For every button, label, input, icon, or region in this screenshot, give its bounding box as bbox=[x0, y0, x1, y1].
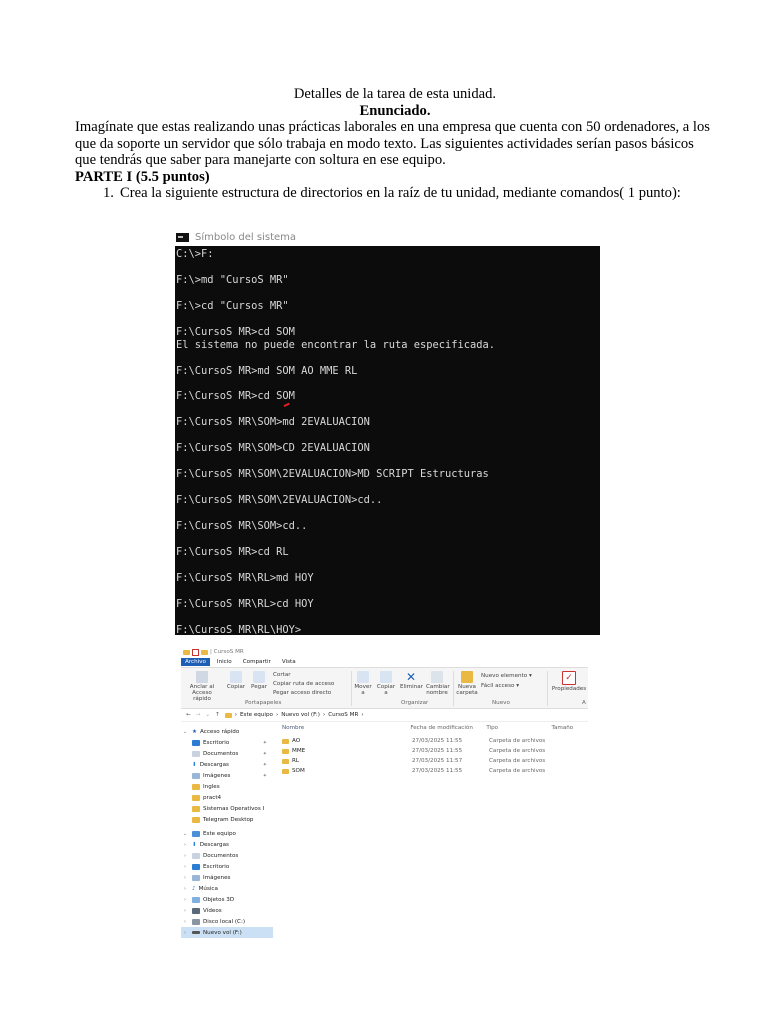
column-name[interactable]: Nombre bbox=[282, 725, 305, 731]
clipboard-small-actions bbox=[273, 671, 334, 698]
drive-icon bbox=[192, 919, 200, 925]
move-to-button[interactable] bbox=[353, 671, 373, 696]
explorer-body bbox=[181, 722, 588, 951]
table-row[interactable] bbox=[278, 766, 588, 776]
list-item-number: 1. bbox=[103, 185, 114, 201]
folder-icon bbox=[225, 713, 232, 718]
cut-button[interactable]: Cortar bbox=[273, 672, 291, 678]
desktop-icon bbox=[192, 864, 200, 870]
chevron-right-icon: › bbox=[184, 907, 186, 914]
copy-label: Copiar bbox=[226, 684, 246, 690]
column-type[interactable]: Tipo bbox=[486, 725, 499, 731]
easy-access-button[interactable]: Fácil acceso ▾ bbox=[481, 683, 520, 689]
computer-icon bbox=[192, 831, 200, 837]
doc-part-title: PARTE I (5.5 puntos) bbox=[75, 168, 210, 185]
file-list bbox=[278, 736, 588, 776]
folder-icon bbox=[192, 817, 200, 823]
chevron-down-icon[interactable]: ⌄ bbox=[182, 728, 188, 735]
breadcrumb-item[interactable]: CursoS MR bbox=[328, 712, 359, 718]
table-row[interactable] bbox=[278, 746, 588, 756]
file-date: 27/03/2025 11:55 bbox=[412, 768, 463, 774]
star-icon: ★ bbox=[192, 728, 198, 735]
tab-compartir[interactable]: Compartir bbox=[242, 659, 271, 665]
copy-path-button[interactable]: Copiar ruta de acceso bbox=[273, 681, 335, 687]
desktop-icon bbox=[192, 740, 200, 746]
pin-icon: ✦ bbox=[262, 772, 267, 779]
table-row[interactable] bbox=[278, 736, 588, 746]
breadcrumb: › Este equipo › Nuevo vol (F:) › CursoS MR › bbox=[225, 712, 364, 718]
pin-icon: ✦ bbox=[262, 750, 267, 757]
document-body bbox=[75, 86, 715, 202]
nav-pc-documentos[interactable]: › Documentos bbox=[181, 850, 273, 861]
explorer-title: | CursoS MR bbox=[210, 649, 244, 655]
file-type: Carpeta de archivos bbox=[489, 758, 546, 764]
file-date: 27/03/2025 11:57 bbox=[412, 758, 463, 764]
doc-subtitle: Detalles de la tarea de esta unidad. bbox=[293, 86, 497, 102]
cube-icon bbox=[192, 897, 200, 903]
rename-label: Cambiar nombre bbox=[426, 684, 450, 696]
nav-pc-videos[interactable]: › Vídeos bbox=[181, 905, 273, 916]
tab-inicio[interactable]: Inicio bbox=[216, 659, 232, 665]
nav-item-descargas[interactable]: ⬇ Descargas ✦ bbox=[192, 761, 267, 768]
rename-icon bbox=[431, 671, 443, 683]
copy-icon bbox=[230, 671, 242, 683]
delete-label: Eliminar bbox=[400, 684, 423, 690]
paste-label: Pegar bbox=[251, 684, 267, 690]
file-explorer-screenshot bbox=[181, 647, 588, 951]
console-titlebar bbox=[175, 229, 600, 246]
nav-pc-objetos3d[interactable]: › Objetos 3D bbox=[181, 894, 273, 905]
nav-pc-escritorio[interactable]: › Escritorio bbox=[181, 861, 273, 872]
nav-pc-disco-c[interactable]: › Disco local (C:) bbox=[181, 916, 273, 927]
column-date[interactable]: Fecha de modificación bbox=[410, 725, 473, 731]
move-icon bbox=[357, 671, 369, 683]
folder-icon bbox=[201, 650, 208, 655]
folder-icon bbox=[282, 769, 289, 774]
checkmark-icon: ✓ bbox=[562, 671, 576, 685]
nav-item-ingles[interactable]: Ingles bbox=[181, 781, 273, 792]
file-name: AO bbox=[292, 738, 301, 744]
breadcrumb-item[interactable]: Nuevo vol (F:) bbox=[281, 712, 320, 718]
back-arrow-icon[interactable]: ← bbox=[186, 712, 191, 718]
console-screenshot bbox=[175, 229, 600, 635]
list-item-text: Crea la siguiente estructura de directorios en la raíz de tu unidad, mediante comandos( 1 punto): bbox=[120, 185, 681, 201]
group-a: A bbox=[582, 700, 586, 706]
music-icon: ♪ bbox=[192, 885, 196, 892]
pin-icon: ✦ bbox=[262, 739, 267, 746]
file-name: MME bbox=[292, 748, 306, 754]
chevron-right-icon: › bbox=[184, 885, 186, 892]
file-name: SOM bbox=[292, 768, 305, 774]
new-folder-label: Nueva carpeta bbox=[456, 684, 478, 696]
address-bar[interactable] bbox=[181, 709, 588, 722]
pin-icon: ✦ bbox=[262, 761, 267, 768]
folder-icon bbox=[192, 806, 200, 812]
explorer-titlebar bbox=[181, 647, 588, 657]
move-label: Mover a bbox=[354, 684, 372, 696]
ribbon-tabs bbox=[181, 657, 588, 667]
file-type: Carpeta de archivos bbox=[489, 768, 546, 774]
console-output: C:\>F: F:\>md "CursoS MR" F:\>cd "Cursos MR" F:\CursoS MR>cd SOM El sistema no puede encontrar la ruta especificada. F:\CursoS MR>md SOM AO MME RL F:\CursoS MR>cd SOM F:\CursoS MR\SOM>md 2EVALUACION F:\CursoS MR\SOM>CD 2EVALUACION F:\CursoS MR\SOM\2EVALUACION>MD SCRIPT Estructuras F:\CursoS MR\SOM\2EVALUACION>cd.. F:\CursoS MR\SOM>cd.. F:\CursoS MR>cd RL F:\CursoS MR\RL>md HOY F:\CursoS MR\RL>cd HOY F:\CursoS MR\RL\HOY> bbox=[176, 248, 496, 635]
column-size[interactable]: Tamaño bbox=[551, 725, 574, 731]
ribbon-divider bbox=[351, 671, 352, 706]
file-type: Carpeta de archivos bbox=[489, 738, 546, 744]
pictures-icon bbox=[192, 875, 200, 881]
chevron-right-icon: › bbox=[184, 918, 186, 925]
nav-item-escritorio[interactable]: Escritorio ✦ bbox=[181, 737, 273, 748]
tab-vista[interactable]: Vista bbox=[281, 659, 296, 665]
nav-pc-imagenes[interactable]: › Imágenes bbox=[181, 872, 273, 883]
delete-button[interactable] bbox=[400, 671, 422, 690]
nav-pc-nuevo-vol[interactable]: › Nuevo vol (F:) bbox=[181, 927, 273, 938]
document-icon bbox=[192, 751, 200, 757]
rename-button[interactable] bbox=[426, 671, 448, 696]
doc-intro: Imagínate que estas realizando unas prácticas laborales en una empresa que cuenta con 50 ordenadores, a los que da soporte un servidor que sólo trabaja en modo texto. Las siguientes actividades serían pasos básicos que tendrás que saber para manejarte con soltura en ese equipo. bbox=[75, 119, 710, 168]
chevron-right-icon: › bbox=[184, 841, 186, 848]
folder-icon bbox=[282, 749, 289, 754]
column-headers bbox=[278, 722, 588, 734]
group-organize: Organizar bbox=[401, 700, 429, 706]
doc-heading: Enunciado. bbox=[359, 102, 431, 119]
delete-icon: ✕ bbox=[405, 670, 417, 684]
breadcrumb-item[interactable]: Este equipo bbox=[240, 712, 273, 718]
chevron-right-icon: › bbox=[184, 929, 186, 936]
pin-button[interactable] bbox=[187, 671, 217, 702]
copy-button[interactable] bbox=[226, 671, 246, 690]
recent-dropdown-icon[interactable]: ⌄ bbox=[205, 712, 211, 718]
pin-label: Anclar al Acceso rápido bbox=[189, 684, 215, 702]
new-item-button[interactable]: Nuevo elemento ▾ bbox=[481, 673, 532, 679]
forward-arrow-icon[interactable]: → bbox=[195, 712, 201, 718]
download-icon: ⬇ bbox=[192, 841, 197, 848]
properties-button[interactable] bbox=[551, 671, 587, 692]
ribbon bbox=[181, 667, 588, 709]
folder-icon bbox=[282, 739, 289, 744]
copy-to-label: Copiar a bbox=[376, 684, 396, 696]
ribbon-divider bbox=[453, 671, 454, 706]
terminal-icon bbox=[176, 233, 189, 242]
folder-icon bbox=[192, 784, 200, 790]
up-arrow-icon[interactable]: ↑ bbox=[215, 712, 220, 718]
video-icon bbox=[192, 908, 200, 914]
nav-quick-access[interactable]: ⌄ ★ Acceso rápido bbox=[182, 728, 240, 735]
ribbon-divider bbox=[547, 671, 548, 706]
file-date: 27/03/2025 11:55 bbox=[412, 738, 463, 744]
drive-icon bbox=[192, 931, 200, 934]
nav-pc-descargas[interactable]: › ⬇ Descargas bbox=[181, 839, 273, 850]
pin-icon bbox=[196, 671, 208, 683]
folder-icon bbox=[183, 650, 190, 655]
chevron-down-icon[interactable]: ⌄ bbox=[182, 830, 188, 837]
folder-icon bbox=[192, 795, 200, 801]
nav-item-telegram[interactable]: Telegram Desktop bbox=[181, 814, 273, 825]
copy-to-button[interactable] bbox=[376, 671, 396, 696]
new-folder-button[interactable] bbox=[456, 671, 478, 696]
properties-icon bbox=[192, 649, 199, 656]
copy-to-icon bbox=[380, 671, 392, 683]
chevron-right-icon: › bbox=[184, 874, 186, 881]
pictures-icon bbox=[192, 773, 200, 779]
file-date: 27/03/2025 11:55 bbox=[412, 748, 463, 754]
download-icon: ⬇ bbox=[192, 761, 197, 768]
nav-item-documentos[interactable]: Documentos ✦ bbox=[181, 748, 273, 759]
console-title: Símbolo del sistema bbox=[195, 232, 297, 243]
document-icon bbox=[192, 853, 200, 859]
paste-shortcut-button[interactable]: Pegar acceso directo bbox=[273, 690, 332, 696]
file-name: RL bbox=[292, 758, 300, 764]
group-clipboard: Portapapeles bbox=[245, 700, 282, 706]
nav-item-sistemas-operativos[interactable]: Sistemas Operativos I bbox=[181, 803, 273, 814]
nav-item-pract4[interactable]: pract4 bbox=[181, 792, 273, 803]
chevron-right-icon: › bbox=[184, 852, 186, 859]
list-item bbox=[75, 185, 715, 202]
new-small-actions bbox=[481, 671, 532, 691]
nav-pc-musica[interactable]: › ♪ Música bbox=[181, 883, 273, 894]
chevron-right-icon: › bbox=[184, 896, 186, 903]
new-folder-icon bbox=[461, 671, 473, 683]
table-row[interactable] bbox=[278, 756, 588, 766]
nav-item-imagenes[interactable]: Imágenes ✦ bbox=[181, 770, 273, 781]
paste-button[interactable] bbox=[250, 671, 268, 690]
properties-label: Propiedades bbox=[551, 686, 587, 692]
navigation-pane bbox=[181, 726, 273, 938]
paste-icon bbox=[253, 671, 265, 683]
chevron-right-icon: › bbox=[184, 863, 186, 870]
folder-icon bbox=[282, 759, 289, 764]
tab-archivo[interactable]: Archivo bbox=[181, 658, 210, 666]
group-new: Nuevo bbox=[492, 700, 510, 706]
nav-this-pc[interactable]: ⌄ Este equipo bbox=[182, 830, 236, 837]
file-type: Carpeta de archivos bbox=[489, 748, 546, 754]
